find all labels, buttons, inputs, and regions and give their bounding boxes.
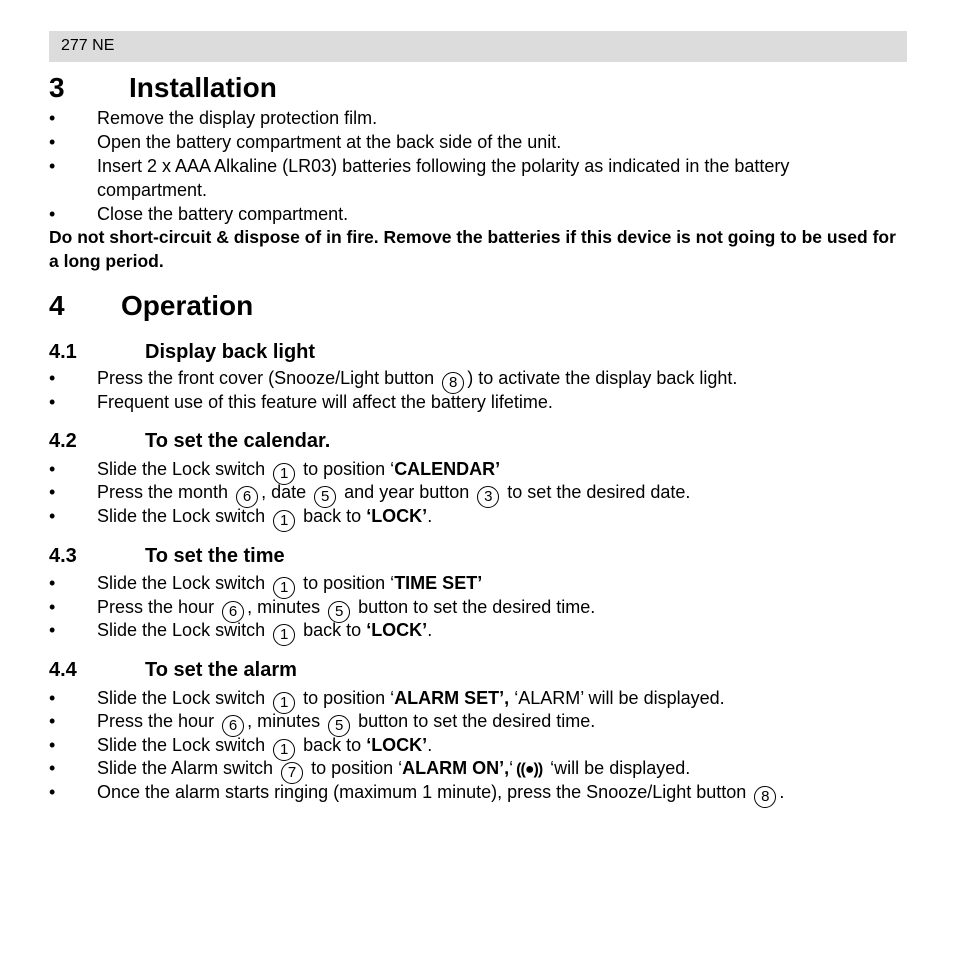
subsection-title: To set the time: [145, 545, 285, 567]
button-number-badge: 1: [273, 577, 295, 599]
bullet: •: [49, 735, 56, 755]
subsection-title: Display back light: [145, 341, 316, 363]
alarm-signal-icon: ((●)): [516, 761, 543, 778]
section-number: 4: [49, 290, 65, 321]
bullet: •: [49, 782, 56, 802]
bullet: •: [49, 597, 56, 617]
list-item-text: Slide the Lock switch 1 back to ‘LOCK’.: [97, 504, 897, 532]
button-number-badge: 5: [328, 715, 350, 737]
section-title: Operation: [121, 290, 254, 321]
list-item-text: Press the front cover (Snooze/Light button 8 ) to activate the display back light.: [97, 366, 897, 394]
button-number-badge: 6: [236, 486, 258, 508]
button-number-badge: 5: [314, 486, 336, 508]
button-number-badge: 6: [222, 601, 244, 623]
bullet: •: [49, 156, 56, 176]
subsection-title: To set the alarm: [145, 659, 297, 681]
bullet: •: [49, 108, 56, 128]
button-number-badge: 5: [328, 601, 350, 623]
subsection-number: 4.3: [49, 545, 77, 567]
bullet: •: [49, 482, 56, 502]
button-number-badge: 1: [273, 510, 295, 532]
subsection-number: 4.4: [49, 659, 77, 681]
battery-warning: Do not short-circuit & dispose of in fire. Remove the batteries if this device is not going to be used for a long period.: [49, 227, 896, 271]
model-number: 277 NE: [61, 37, 115, 54]
list-item-text: Close the battery compartment.: [97, 204, 349, 224]
button-number-badge: 8: [754, 786, 776, 808]
list-item-text: Press the month 6 , date 5 and year button 3 to set the desired date.: [97, 480, 897, 508]
bullet: •: [49, 620, 56, 640]
subsection-title: To set the calendar.: [145, 430, 331, 452]
header-bar: [49, 31, 907, 62]
bullet: •: [49, 758, 56, 778]
list-item-text: Insert 2 x AAA Alkaline (LR03) batteries following the polarity as indicated in the battery compartment.: [97, 156, 790, 200]
bullet: •: [49, 711, 56, 731]
subsection-number: 4.1: [49, 341, 77, 363]
list-item-text: Once the alarm starts ringing (maximum 1 minute), press the Snooze/Light button 8 .: [97, 780, 897, 808]
list-item-text: Frequent use of this feature will affect the battery lifetime.: [97, 392, 553, 412]
button-number-badge: 6: [222, 715, 244, 737]
button-number-badge: 7: [281, 762, 303, 784]
list-item-text: Slide the Lock switch 1 to position ‘CALENDAR’: [97, 457, 897, 485]
subsection-number: 4.2: [49, 430, 77, 452]
list-item-text: Slide the Lock switch 1 back to ‘LOCK’.: [97, 618, 897, 646]
section-title: Installation: [129, 72, 277, 103]
list-item-text: Slide the Alarm switch 7 to position ‘ALARM ON’,‘ ((●)) ‘will be displayed.: [97, 756, 897, 784]
bullet: •: [49, 459, 56, 479]
list-item-text: Slide the Lock switch 1 to position ‘ALARM SET’, ‘ALARM’ will be displayed.: [97, 686, 897, 714]
list-item-text: Slide the Lock switch 1 back to ‘LOCK’.: [97, 733, 897, 761]
section-number: 3: [49, 72, 65, 103]
button-number-badge: 1: [273, 692, 295, 714]
button-number-badge: 1: [273, 463, 295, 485]
list-item-text: Open the battery compartment at the back side of the unit.: [97, 132, 562, 152]
bullet: •: [49, 132, 56, 152]
list-item-text: Slide the Lock switch 1 to position ‘TIME SET’: [97, 571, 897, 599]
bullet: •: [49, 506, 56, 526]
list-item-text: Remove the display protection film.: [97, 108, 378, 128]
button-number-badge: 1: [273, 624, 295, 646]
bullet: •: [49, 573, 56, 593]
bullet: •: [49, 688, 56, 708]
list-item-text: Press the hour 6 , minutes 5 button to set the desired time.: [97, 709, 897, 737]
button-number-badge: 1: [273, 739, 295, 761]
button-number-badge: 8: [442, 372, 464, 394]
bullet: •: [49, 204, 56, 224]
bullet: •: [49, 368, 56, 388]
bullet: •: [49, 392, 56, 412]
list-item-text: Press the hour 6 , minutes 5 button to set the desired time.: [97, 595, 897, 623]
button-number-badge: 3: [477, 486, 499, 508]
